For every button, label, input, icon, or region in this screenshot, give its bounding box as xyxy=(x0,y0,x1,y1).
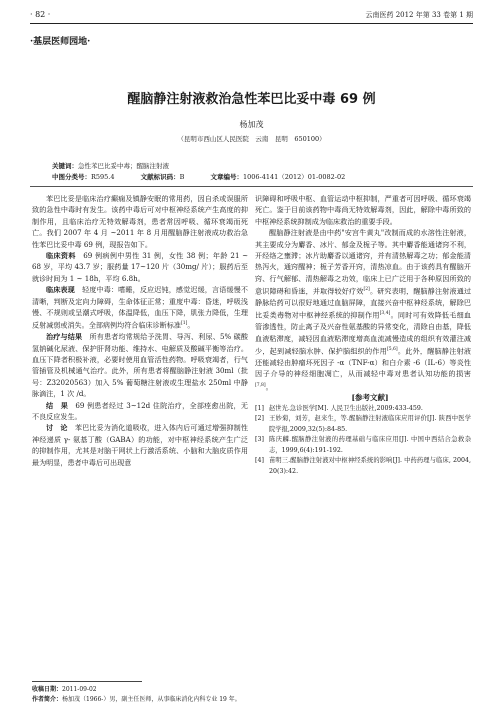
author-bio: 作者简介：杨加茂（1966-）男，副主任医师，从事临床消化内科专业 19 年。 xyxy=(32,696,241,703)
reference-item: [1] 赵世光.急诊医学[M]. 人民卫生出版社,2009:433-459. xyxy=(255,404,423,412)
abstract-rule xyxy=(30,186,473,187)
discussion-heading: 讨 论 xyxy=(46,423,68,433)
article-number: 文章编号：1006-4141（2012）01-0082-02 xyxy=(210,173,346,181)
citation: [5,6] xyxy=(387,347,398,352)
left-column xyxy=(32,193,248,468)
classification-line xyxy=(52,172,472,181)
references-heading: [参考文献] xyxy=(351,393,389,403)
keywords-label: 关键词： xyxy=(52,162,78,170)
results-paragraph: 结 果 69 例患者经过 3~12d 住院治疗，全部痊愈出院，无不良反应发生。 xyxy=(32,400,248,422)
discussion-continued: 识障碍和呼吸中枢、血管运动中枢抑制，严重者可因呼吸、循环衰竭死亡。鉴于目前该药物中毒尚无特效解毒剂，因此，解除中毒所致的中枢神经系统抑制成为临床救治的重要手段。 xyxy=(255,194,471,226)
document-code: 文献标识码：B xyxy=(140,173,185,181)
keywords-line xyxy=(52,161,169,170)
treatment-paragraph: 治疗与结果 所有患者均常规给予洗胃、导泻、利尿、5% 碳酸氢钠碱化尿液、保护肝肾功能、维持水、电解质及酸碱平衡等治疗。血压下降者积极补液，必要时使用血管活性药物。呼吸衰竭者，行气管插管及机械通气治疗。此外，所有患者将醒脑静注射液 30ml（批号：Z32020563）加入 5% 葡萄糖注射液或生理盐水 250ml 中静脉滴注，1 次 /d。 xyxy=(32,332,248,399)
intro-paragraph: 苯巴比妥是临床治疗癫痫及镇静安眠的常用药，因自杀或误服所致的急性中毒时有发生。该药中毒后可对中枢神经系统产生高度的抑制作用，且临床治疗无特效解毒剂，患者常因呼吸、循环衰竭而死亡。我们 2007 年 4 月 ~2011 年 8 月用醒脑静注射液成功救治急性苯巴比妥中毒 69 例，现报告如下。 xyxy=(32,194,248,249)
section-tag: ·基层医师园地· xyxy=(30,37,91,47)
clinical-manifestation-heading: 临床表现 xyxy=(46,285,75,295)
journal-info: 云南医药 2012 年第 33 卷第 1 期 xyxy=(365,11,473,19)
received-date: 收稿日期：2011-09-02 xyxy=(32,686,97,693)
keywords-text: 急性苯巴比妥中毒；醒脑注射液 xyxy=(78,162,169,170)
footnote-rule xyxy=(32,681,142,682)
citation: [2] xyxy=(363,287,370,293)
discussion-paragraph: 讨 论 苯巴比妥为消化道吸收，进入体内后可通过增强抑制性神经递质 γ- 氨基丁酸（GABA）的功能，对中枢神经系统产生广泛的抑制作用，尤其是对脑干网状上行激活系统、小脑和大脑皮质作用最为明显，患者中毒后可出现意 xyxy=(32,423,248,467)
xingnaojing-paragraph: 醒脑静注射液是由中药"安宫牛黄丸"改制而成的水溶性注射液，其主要成分为麝香、冰片、郁金及栀子等。其中麝香能通诸窍不利，开经络之壅滞；冰片助麝香以通诸窍，并有清热解毒之功；郁金能清热泻火，通窍醒神；栀子芳香开窍，清热凉血。由于该药具有醒脑开窍、行气解郁、清热解毒之功效，临床上已广泛用于各种原因所致的意识障碍和昏迷，并取得较好疗效[2]。研究表明，醒脑静注射液通过静脉给药可以很好地通过血脑屏障，直接兴奋中枢神经系统，解除巴比妥类毒物对中枢神经系统的抑制作用[3,4]。同时可有效降低毛细血管渗透性，防止离子及兴奋性氨基酸的异常变化，清除自由基，降低血液粘滞度，减轻因血液粘滞度增高血流减慢造成的组织有效灌注减少，起到减轻脑水肿、保护脑组织的作用[5,6]。此外，醒脑静注射液还能减轻由肿瘤坏死因子 -α（TNF-α）和白介素 -6（IL-6）等炎性因子介导的神经细胞凋亡，从而减轻中毒对患者认知功能的损害[7,8]。 xyxy=(255,228,472,391)
article-author: 杨加茂 xyxy=(239,120,264,129)
header-rule xyxy=(30,23,473,24)
reference-item: [4] 苗明三.醒脑静注射液对中枢神经系统的影响[J]. 中药药理与临床, 2004, 20(3):42. xyxy=(255,457,471,475)
reference-item: [3] 陈庆麟.醒脑静注射液的药理基础与临床应用[J]. 中国中西结合急救杂志，1999,6(4):191-192. xyxy=(255,436,471,454)
citation: [7,8] xyxy=(255,382,266,388)
clc-number: 中图分类号：R595.4 xyxy=(52,173,115,181)
clinical-data-paragraph: 临床资料 69 例病例中男性 31 例，女性 38 例；年龄 21 ~ 68 岁，平均 43.7 岁；服药量 17~120 片（30mg/ 片）；服药后至就诊时间为 1 ~ 18h，平均 6.8h。 xyxy=(32,251,249,283)
results-heading: 结 果 xyxy=(46,400,69,410)
page-number: · 82 · xyxy=(30,10,51,19)
author-affiliation: （昆明市西山区人民医院 云南 昆明 650100） xyxy=(177,135,326,143)
treatment-heading: 治疗与结果 xyxy=(46,332,83,342)
citation: [3,4] xyxy=(379,311,391,317)
clinical-data-heading: 临床资料 xyxy=(46,251,76,261)
clinical-manifestation-paragraph: 临床表现 轻度中毒：嗜睡，反应迟钝，感觉迟缓，言语缓慢不清晰，判断及定向力障碍，生命体征正常；重度中毒：昏迷，呼吸浅慢、不规则或呈潮式呼吸，体温降低，血压下降，肌张力降低，生理反射减弱或消失。全部病例均符合临床诊断标准[1]。 xyxy=(32,285,248,330)
article-title: 醒脑静注射液救治急性苯巴比妥中毒 69 例 xyxy=(127,92,376,107)
right-column xyxy=(255,193,471,477)
reference-item: [2] 王妙菊，刘芳，赵来生，等.醒脑静注射液临床应用评价[J]. 陕西中医学院学报,2009,32(5):84-85. xyxy=(255,415,471,433)
citation: [1] xyxy=(180,321,188,327)
